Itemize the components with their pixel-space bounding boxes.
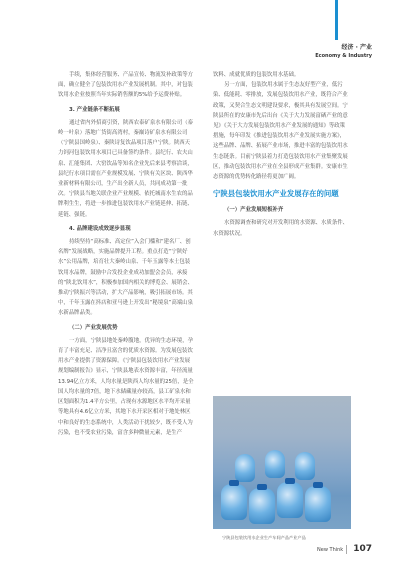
subheading: 4. 品牌建设成效逐步显现 [69,225,131,232]
paragraph: 另一方面，包装饮用水属于生态友好型产业，低污染、低能耗、零排放，发展包装饮用水产业，既符合产业政策，又契合生态文明建设要求，极其具有发展空间。宁陕县所在的安康市先后出台《关于大力发展富硒产业的意见》《关于大力发展包装饮用水产业发展的通知》等政策措施，每年印发《推进包装饮用水产业发展实施方案》，这些品牌、品牌、拓展产业市场，推进丰富的包装饮用水生态链条。目前宁陕县着力打造包装饮用水产业集聚发展区，推动包装饮用水产业在全县形成产业集群。安康市生态资源的优势转化路径将更加广阔。 [213,82,348,181]
jug-cap [285,478,295,484]
section-title-cn: 经济 · 产业 [341,44,372,51]
page-footer [317,544,372,554]
right-column [213,70,350,239]
paragraph: 饮料、成就优质的包装饮用水基础。 [213,72,300,78]
subheading: （二）产业发展优势 [69,324,118,331]
magazine-name: New Think [317,547,344,553]
water-jug-icon [221,484,247,520]
water-jug-icon [235,454,255,482]
subheading: （一）产业发展短板补齐 [224,207,284,214]
left-column [58,70,195,438]
factory-photo [213,396,351,529]
section-heading: 宁陕县包装饮用水产业发展存在的问题 [213,189,339,199]
paragraph: 手续，集体经营服务、产品宣传、物流发补政策等方面，确立健全了包装饮用水产业发展机制。其中，对包装饮用水企业按照当年实际销售额的5%给予运费补贴。 [58,72,193,99]
top-margin [0,0,402,34]
water-jug-icon [249,488,275,524]
jug-cap [229,480,239,486]
paragraph: 持续坚持“高标准、高定位”入会门槛和“建名厂、创名牌”发展战略，实施品牌提升工程。重点打造“宁陕好水”公用品牌，培育壮大秦岭山泉、千年玉露等本土包装饮用水品牌，鼓励中合发投企业成功加盟会会员，承接的“陕北饮用水”，积极参加国内相关的博览会、展销会、推动宁陕振兴等活动，扩大产品影响，吸引拓展市场。其中，千年玉露在抖店和亚马逊上开发出“秘境泉”高端山泉水新品牌品类。 [58,239,193,317]
section-tab-strip [335,0,338,40]
water-jug-icon [295,452,315,480]
jug-cap [313,482,323,488]
water-jug-icon [277,482,303,518]
section-title [315,44,372,60]
jug-cap [257,484,267,490]
water-jug-icon [305,486,331,522]
photo-caption: 宁陕县包装饮用水企业生产车间产品产业产品 [222,535,306,540]
water-jug-icon [265,450,285,478]
subheading: 3. 产业链条不断拓展 [69,106,120,113]
paragraph: 水资源调查和研究对开发利用的水资源、水质条件、水资源状况。 [213,220,348,237]
footer-divider [346,545,347,554]
section-title-en: Economy & Industry [315,53,372,59]
paragraph: 通过省内外招商引资，陕西农泰矿泉水有限公司（泰岭一叶泉）落地广货街高湾村，秦巅诗矿泉水有限公司（宁陕县国岭泉）、秦陕诗复饮品项目落户宁陕。陕西天力饲河包装饮用水项目已具备签约条件。县纪行、农夫山泉、汇能集团、大窑饮品等知名企业先后来县考察洽谈，县纪行水项目需在产业规模发展、宁陕有关区块、陕西华业新材料有限公司，生产出全新人员，共同成功第一批次。宁陕县当地关联企业产业规模、依托城南水生农的品牌利生生，将进一步推进包装饮用水产业链延伸、拓链、延链、强链。 [58,119,193,218]
page-number: 107 [353,544,372,554]
paragraph: 一方面，宁陕县地处秦岭腹地，优异的生态环境，孕育了丰富充足、洁净且富含的优质水资源。为发展包装饮用水产业提供了资源保障。《宁陕县包装饮用水产业发展规划编制报告》显示，宁陕县地表水资源丰富，年径流量13.94亿立方米，人均水量是陕西人均水量的25倍，是全国人均水量的7倍，地下水储藏量亦较高，县工矿泉水和区划面积为1.4平方公里，占现有水源地区水平均开采量等地具有4.6亿立方米，其地下水开采区相对于地处林区中和良好的生态系统中，人类活动干扰较少，既不受人为污染，也不受农业污染，富含多种微量元素，是生产 [58,337,194,436]
